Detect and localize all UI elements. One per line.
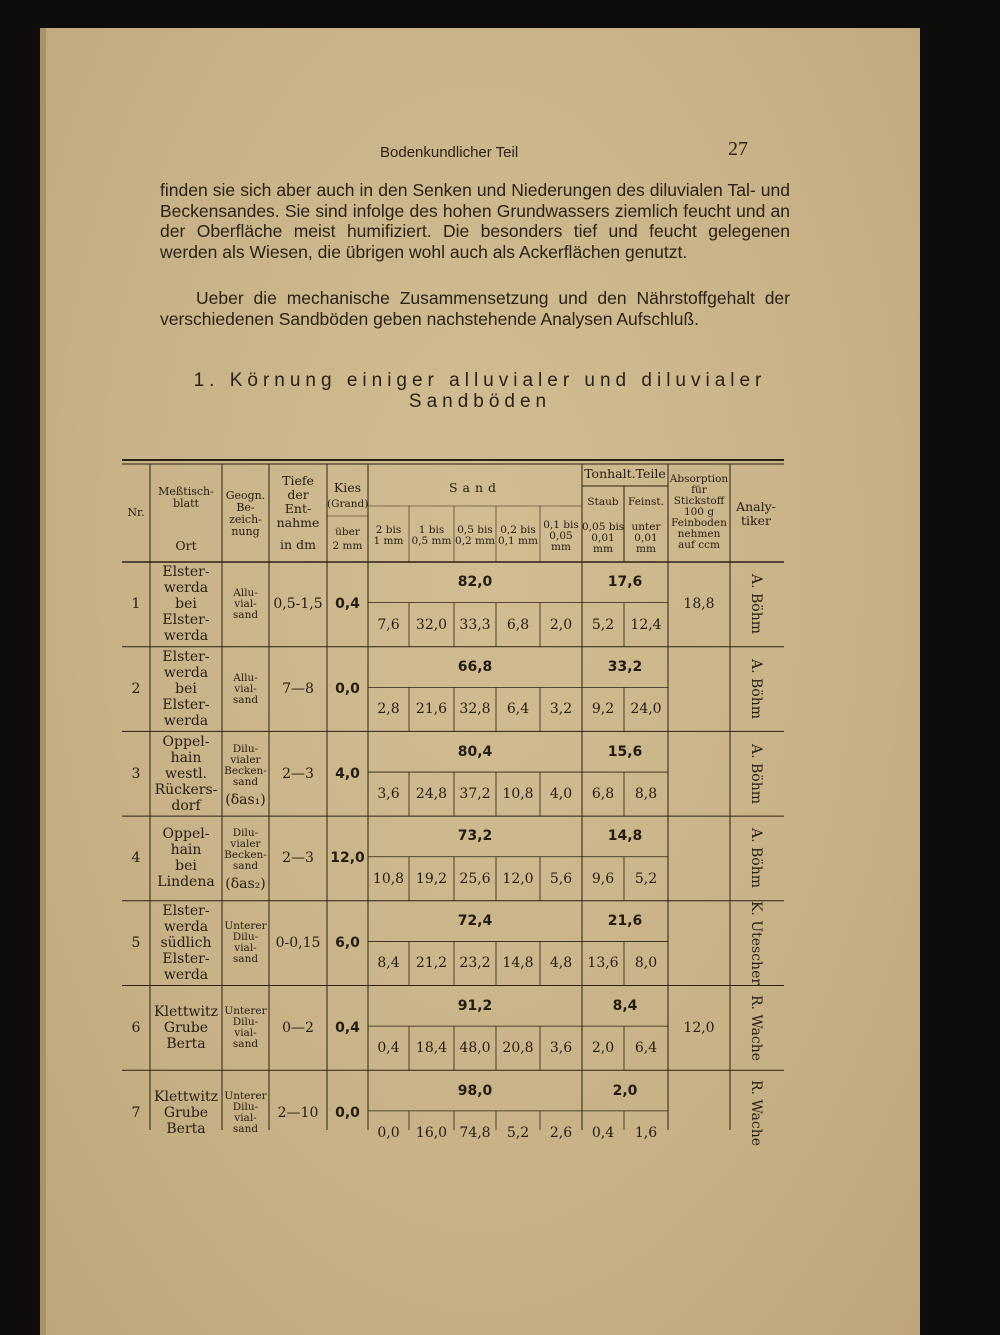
row-5-sand-2: 21,2	[415, 955, 448, 972]
row-6-tiefe: 0—2	[282, 1019, 314, 1036]
row-7-kies: 0,0	[335, 1104, 360, 1121]
header-sand-col-4: 0,2 bis 0,1 mm	[498, 524, 538, 547]
table-title-line-2: Sandböden	[408, 391, 552, 412]
header-kies: Kies	[333, 480, 362, 495]
header-absorption: Absorption für Stickstoff 100 g Feinboden nehmen auf ccm	[669, 472, 729, 551]
row-4-nr: 4	[131, 850, 141, 867]
header-kies-sub: (Grand)	[327, 497, 369, 510]
row-5-sand-5: 4,8	[549, 955, 573, 972]
row-6-sand-4: 20,8	[502, 1040, 534, 1057]
row-1-sand-total: 82,0	[457, 574, 493, 591]
table-title-line-1: 1. Körnung einiger alluvialer und diluvialer	[193, 370, 767, 391]
row-2-sand-total: 66,8	[457, 659, 493, 676]
row-4-ort: Oppel- hain bei Lindena	[157, 826, 215, 891]
header-sand: Sand	[448, 480, 502, 495]
row-6-sand-1: 0,4	[377, 1040, 400, 1057]
row-6-sand-3: 48,0	[459, 1040, 491, 1057]
row-5-ton-2: 8,0	[634, 955, 658, 972]
header-analytiker: Analy- tiker	[736, 499, 776, 528]
row-6-geogn: Unterer Dilu- vial- sand	[224, 1004, 267, 1050]
row-3-ton-total: 15,6	[607, 743, 643, 760]
row-7-geogn: Unterer Dilu- vial- sand	[224, 1089, 267, 1135]
row-7-analyst: R. Wache	[748, 1079, 764, 1146]
row-3-geogn: Dilu- vialer Becken- sand	[224, 742, 267, 788]
row-3-ton-1: 6,8	[591, 786, 615, 803]
row-5-tiefe: 0-0,15	[275, 935, 321, 952]
row-2-ort: Elster- werda bei Elster- werda	[162, 649, 210, 730]
row-6-ton-total: 8,4	[612, 997, 638, 1014]
row-5-nr: 5	[131, 935, 141, 952]
header-sand-col-1: 2 bis 1 mm	[373, 524, 404, 547]
header-kies-ueber: über	[335, 525, 360, 538]
page-edge-shadow	[40, 28, 46, 1335]
book-page	[40, 28, 920, 1335]
row-2-tiefe: 7—8	[282, 681, 314, 698]
row-1-absorption: 18,8	[683, 596, 715, 613]
row-7-sand-5: 2,6	[549, 1124, 573, 1141]
row-3-sand-5: 4,0	[549, 786, 573, 803]
row-1-analyst: A. Böhm	[748, 574, 764, 635]
row-4-sand-4: 12,0	[502, 870, 534, 887]
row-3-ton-2: 8,8	[634, 786, 658, 803]
row-7-sand-1: 0,0	[377, 1124, 400, 1141]
row-3-sand-4: 10,8	[502, 786, 534, 803]
row-6-ton-2: 6,4	[634, 1040, 658, 1057]
row-3-sand-1: 3,6	[377, 786, 400, 803]
row-7-tiefe: 2—10	[277, 1104, 319, 1121]
row-1-ton-2: 12,4	[630, 616, 662, 633]
row-1-geogn: Allu- vial- sand	[232, 586, 259, 621]
paragraph-2: Ueber die mechanische Zusammensetzung und den Nährstoffgehalt der verschiedenen Sandböden geben nachstehende Analysen Aufschluß.	[160, 288, 790, 329]
row-2-sand-1: 2,8	[377, 701, 400, 718]
header-geogn: Geogn. Be- zeich- nung	[225, 489, 266, 538]
row-5-ort: Elster- werda südlich Elster- werda	[160, 903, 212, 984]
row-6-sand-2: 18,4	[415, 1040, 448, 1057]
row-3-analyst: A. Böhm	[748, 743, 764, 804]
row-6-absorption: 12,0	[683, 1019, 715, 1036]
row-4-sand-5: 5,6	[549, 870, 573, 887]
row-7-sand-2: 16,0	[415, 1124, 448, 1141]
row-2-nr: 2	[131, 681, 141, 698]
header-sand-col-5: 0,1 bis 0,05 mm	[543, 518, 579, 553]
row-7-ton-2: 1,6	[634, 1124, 658, 1141]
header-tonhalt: Tonhalt.Teile	[584, 466, 666, 481]
row-1-sand-3: 33,3	[459, 616, 491, 633]
row-1-nr: 1	[131, 596, 141, 613]
row-2-analyst: A. Böhm	[748, 659, 764, 720]
row-7-ort: Klettwitz Grube Berta	[154, 1088, 218, 1137]
row-4-ton-total: 14,8	[607, 828, 643, 845]
paragraph-1: finden sie sich aber auch in den Senken und Niederungen des diluvialen Tal- und Beckensandes. Sie sind infolge des hohen Grundwassers ziemlich feucht und an der Oberfläche meist humifiziert. Die besonders tief und feucht gelegenen werden als Wiesen, die übrigen wohl auch als Ackerflächen genutzt.	[160, 180, 790, 262]
row-5-ton-total: 21,6	[607, 913, 643, 930]
header-ton-unit-1: 0,05 bis 0,01 mm	[582, 520, 625, 555]
row-2-geogn: Allu- vial- sand	[232, 671, 259, 706]
row-1-kies: 0,4	[335, 596, 360, 613]
header-ton-unit-2: unter 0,01 mm	[631, 520, 661, 555]
row-7-sand-4: 5,2	[506, 1124, 530, 1141]
row-3-sand-total: 80,4	[457, 743, 493, 760]
row-4-sand-2: 19,2	[415, 870, 448, 887]
row-1-sand-4: 6,8	[506, 616, 530, 633]
row-2-ton-total: 33,2	[607, 659, 643, 676]
row-7-nr: 7	[131, 1104, 141, 1121]
row-5-sand-1: 8,4	[377, 955, 400, 972]
header-ton-col-1: Staub	[587, 495, 619, 508]
row-2-ton-1: 9,2	[591, 701, 615, 718]
row-4-geogn-symbol: (δas₂)	[225, 876, 266, 893]
row-7-sand-total: 98,0	[457, 1082, 493, 1099]
row-3-nr: 3	[131, 765, 141, 782]
page-number: 27	[728, 138, 748, 160]
row-6-nr: 6	[131, 1019, 141, 1036]
row-6-ort: Klettwitz Grube Berta	[154, 1003, 218, 1052]
row-5-geogn: Unterer Dilu- vial- sand	[224, 920, 267, 966]
header-sand-col-2: 1 bis 0,5 mm	[411, 524, 452, 547]
soil-analysis-table	[122, 430, 784, 1146]
row-7-ton-total: 2,0	[612, 1082, 638, 1099]
row-5-sand-3: 23,2	[459, 955, 491, 972]
row-3-tiefe: 2—3	[282, 765, 314, 782]
row-6-ton-1: 2,0	[591, 1040, 615, 1057]
row-6-sand-5: 3,6	[549, 1040, 573, 1057]
row-2-sand-5: 3,2	[549, 701, 573, 718]
row-3-sand-3: 37,2	[459, 786, 491, 803]
header-tiefe: Tiefe der Ent- nahme	[276, 473, 320, 530]
row-5-analyst: K. Utescher	[748, 901, 764, 986]
row-2-kies: 0,0	[335, 681, 360, 698]
row-4-analyst: A. Böhm	[748, 828, 764, 889]
row-1-sand-5: 2,0	[549, 616, 573, 633]
row-1-tiefe: 0,5-1,5	[273, 596, 323, 613]
header-sand-col-3: 0,5 bis 0,2 mm	[455, 524, 495, 547]
row-1-ton-total: 17,6	[607, 574, 643, 591]
row-7-sand-3: 74,8	[459, 1124, 491, 1141]
row-4-sand-3: 25,6	[459, 870, 491, 887]
row-1-sand-1: 7,6	[377, 616, 400, 633]
row-1-ton-1: 5,2	[591, 616, 615, 633]
row-6-sand-total: 91,2	[457, 997, 493, 1014]
row-3-sand-2: 24,8	[415, 786, 448, 803]
row-2-sand-2: 21,6	[415, 701, 448, 718]
table-title	[150, 370, 810, 412]
row-1-sand-2: 32,0	[415, 616, 448, 633]
row-3-kies: 4,0	[335, 765, 360, 782]
row-4-tiefe: 2—3	[282, 850, 314, 867]
header-ort: Ort	[175, 538, 197, 553]
row-5-sand-4: 14,8	[502, 955, 534, 972]
header-kies-unit: 2 mm	[332, 539, 363, 552]
row-6-kies: 0,4	[335, 1019, 360, 1036]
row-4-geogn: Dilu- vialer Becken- sand	[224, 827, 267, 873]
row-6-analyst: R. Wache	[748, 994, 764, 1061]
row-5-kies: 6,0	[335, 935, 360, 952]
row-2-ton-2: 24,0	[630, 701, 662, 718]
running-title: Bodenkundlicher Teil	[380, 144, 519, 161]
row-5-sand-total: 72,4	[457, 913, 493, 930]
header-nr: Nr.	[127, 506, 145, 519]
row-2-sand-3: 32,8	[459, 701, 491, 718]
header-messtischblatt: Meßtisch- blatt	[158, 485, 214, 510]
row-4-kies: 12,0	[330, 850, 365, 867]
row-3-ort: Oppel- hain westl. Rückers- dorf	[154, 733, 218, 814]
row-4-sand-total: 73,2	[457, 828, 493, 845]
row-5-ton-1: 13,6	[587, 955, 619, 972]
row-4-ton-1: 9,6	[591, 870, 615, 887]
header-tiefe-unit: in dm	[280, 537, 316, 552]
row-4-ton-2: 5,2	[634, 870, 658, 887]
header-ton-col-2: Feinst.	[628, 495, 664, 508]
row-4-sand-1: 10,8	[372, 870, 405, 887]
row-2-sand-4: 6,4	[506, 701, 530, 718]
row-7-ton-1: 0,4	[591, 1124, 615, 1141]
row-3-geogn-symbol: (δas₁)	[225, 791, 266, 808]
row-1-ort: Elster- werda bei Elster- werda	[162, 564, 210, 645]
